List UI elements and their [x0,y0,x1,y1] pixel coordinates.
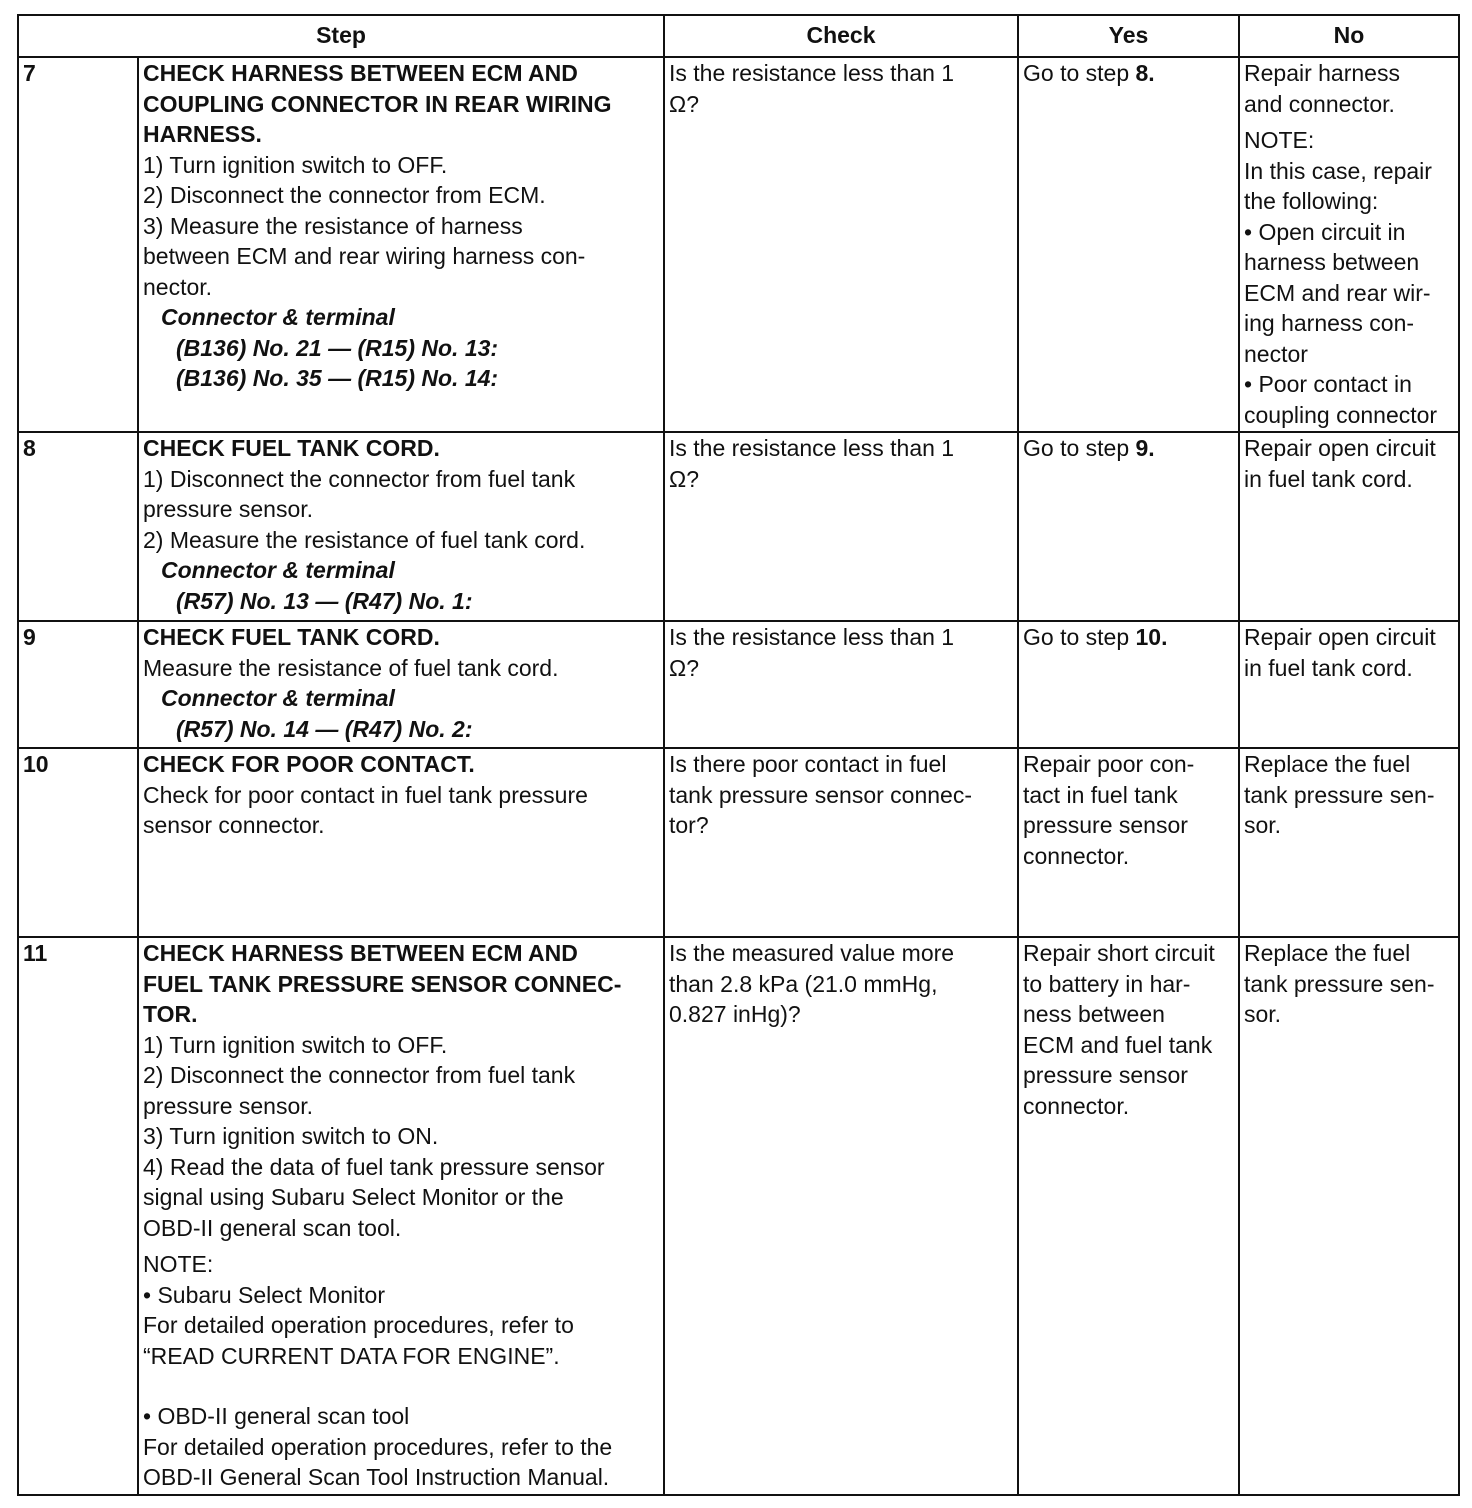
step-title: CHECK FOR POOR CONTACT. [143,751,475,777]
step-title: CHECK HARNESS BETWEEN ECM AND FUEL TANK PRESSURE SENSOR CONNEC- TOR. [143,940,622,1027]
yes-cell: Go to step 9. [1018,432,1239,621]
connector-terminal: (R57) No. 13 — (R47) No. 1: [176,587,473,614]
step-instructions: 1) Disconnect the connector from fuel tank pressure sensor. 2) Measure the resistance of fuel tank cord. [143,465,586,553]
note-label: NOTE: [1244,127,1315,153]
note-select-monitor: • Subaru Select Monitor For detailed operation procedures, refer to “READ CURRENT DATA FOR ENGINE”. [143,1281,574,1369]
step-number: 9 [18,621,138,748]
note-label: NOTE: [143,1251,214,1277]
check-cell: Is there poor contact in fuel tank pressure sensor connec- tor? [664,748,1018,937]
table-row [18,748,1459,937]
connector-label: Connector & terminal [161,685,395,711]
header-no: No [1239,15,1459,57]
no-cell: Replace the fuel tank pressure sen- sor. [1239,748,1459,937]
no-cell: Repair open circuit in fuel tank cord. [1239,432,1459,621]
step-number: 8 [18,432,138,621]
note-scan-tool: • OBD-II general scan tool For detailed operation procedures, refer to the OBD-II General Scan Tool Instruction Manual. [143,1403,613,1490]
step-title: CHECK FUEL TANK CORD. [143,624,440,650]
yes-cell: Repair poor con- tact in fuel tank pressure sensor connector. [1018,748,1239,937]
connector-label: Connector & terminal [161,304,395,330]
step-instructions: 1) Turn ignition switch to OFF. 2) Disconnect the connector from fuel tank pressure sensor. 3) Turn ignition switch to ON. 4) Read the data of fuel tank pressure sensor signal using Subaru Select Monitor or the OBD-II general scan tool. [143,1031,605,1241]
header-step: Step [18,15,664,57]
yes-cell: Go to step 8. [1018,57,1239,432]
step-instructions: 1) Turn ignition switch to OFF. 2) Disconnect the connector from ECM. 3) Measure the resistance of harness between ECM and rear wiring harness con- nector. [143,151,586,300]
yes-cell: Repair short circuit to battery in har- ness between ECM and fuel tank pressure sensor connector. [1018,937,1239,1495]
table-row [18,621,1459,748]
no-cell: Repair open circuit in fuel tank cord. [1239,621,1459,748]
step-description [138,937,664,1495]
table-row [18,57,1459,432]
check-cell: Is the measured value more than 2.8 kPa (21.0 mmHg, 0.827 inHg)? [664,937,1018,1495]
table-row [18,937,1459,1495]
step-description [138,748,664,937]
header-yes: Yes [1018,15,1239,57]
check-cell: Is the resistance less than 1 Ω? [664,621,1018,748]
connector-terminal: (B136) No. 35 — (R15) No. 14: [176,365,499,391]
step-number: 11 [18,937,138,1495]
step-description [138,432,664,621]
no-cell: Replace the fuel tank pressure sen- sor. [1239,937,1459,1495]
connector-terminal: (B136) No. 21 — (R15) No. 13: [176,334,499,361]
step-link: 9. [1135,435,1155,461]
check-cell: Is the resistance less than 1 Ω? [664,432,1018,621]
diagnostic-procedure-table [17,14,1460,1496]
step-description [138,621,664,748]
step-instructions: Measure the resistance of fuel tank cord. [143,654,559,681]
yes-cell: Go to step 10. [1018,621,1239,748]
check-cell: Is the resistance less than 1 Ω? [664,57,1018,432]
header-check: Check [664,15,1018,57]
step-title: CHECK HARNESS BETWEEN ECM AND COUPLING CONNECTOR IN REAR WIRING HARNESS. [143,60,612,147]
step-instructions: Check for poor contact in fuel tank pressure sensor connector. [143,781,588,838]
step-number: 7 [18,57,138,432]
connector-label: Connector & terminal [161,557,395,583]
connector-terminal: (R57) No. 14 — (R47) No. 2: [176,715,473,742]
step-title: CHECK FUEL TANK CORD. [143,435,440,461]
step-description [138,57,664,432]
step-link: 8. [1135,60,1155,86]
table-header-row [18,15,1459,57]
table-row [18,432,1459,621]
step-link: 10. [1135,624,1168,650]
step-number: 10 [18,748,138,937]
no-cell: Repair harness and connector. NOTE: In this case, repair the following: • Open circuit in harness between ECM and rear wir- ing harness con- nector • Poor contact in coupling connector [1239,57,1459,432]
